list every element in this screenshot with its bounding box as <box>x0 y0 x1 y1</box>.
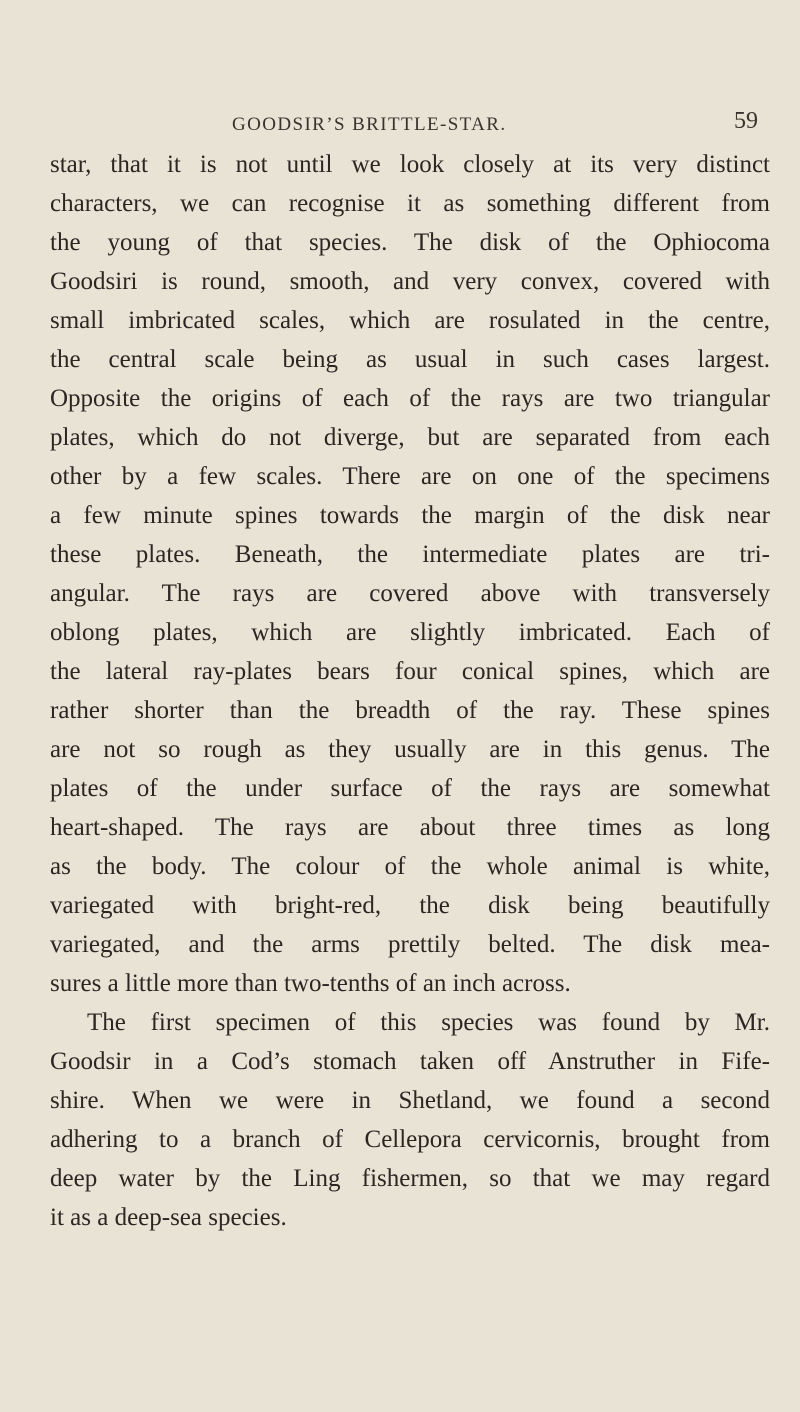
body-text <box>50 145 770 1237</box>
text-line: as the body. The colour of the whole animal is white, <box>50 853 770 880</box>
text-line: The first specimen of this species was found by Mr. <box>87 1009 770 1036</box>
page-number: 59 <box>734 108 758 134</box>
text-line: heart-shaped. The rays are about three times as long <box>50 814 770 841</box>
text-line: the young of that species. The disk of the Ophiocoma <box>50 229 770 256</box>
text-line: shire. When we were in Shetland, we found a second <box>50 1087 770 1114</box>
text-line: characters, we can recognise it as something different from <box>50 190 770 217</box>
text-line: Goodsir in a Cod’s stomach taken off Anstruther in Fife- <box>50 1048 770 1075</box>
text-line: plates, which do not diverge, but are separated from each <box>50 424 770 451</box>
text-line: adhering to a branch of Cellepora cervicornis, brought from <box>50 1126 770 1153</box>
text-line: these plates. Beneath, the intermediate plates are tri- <box>50 541 770 568</box>
text-line: Goodsiri is round, smooth, and very convex, covered with <box>50 268 770 295</box>
text-line: oblong plates, which are slightly imbricated. Each of <box>50 619 770 646</box>
text-line: variegated with bright-red, the disk being beautifully <box>50 892 770 919</box>
text-line: other by a few scales. There are on one of the specimens <box>50 463 770 490</box>
text-line: deep water by the Ling fishermen, so that we may regard <box>50 1165 770 1192</box>
text-line: small imbricated scales, which are rosulated in the centre, <box>50 307 770 334</box>
text-line: star, that it is not until we look closely at its very distinct <box>50 151 770 178</box>
text-line: it as a deep-sea species. <box>50 1204 287 1231</box>
running-title: GOODSIR’S BRITTLE-STAR. <box>232 114 507 135</box>
text-line: sures a little more than two-tenths of an inch across. <box>50 970 571 997</box>
text-line: angular. The rays are covered above with transversely <box>50 580 770 607</box>
text-line: the central scale being as usual in such cases largest. <box>50 346 770 373</box>
text-line: plates of the under surface of the rays are somewhat <box>50 775 770 802</box>
text-line: rather shorter than the breadth of the ray. These spines <box>50 697 770 724</box>
text-line: a few minute spines towards the margin of the disk near <box>50 502 770 529</box>
text-line: are not so rough as they usually are in this genus. The <box>50 736 770 763</box>
text-line: Opposite the origins of each of the rays are two triangular <box>50 385 770 412</box>
text-line: the lateral ray-plates bears four conical spines, which are <box>50 658 770 685</box>
text-line: variegated, and the arms prettily belted. The disk mea- <box>50 931 770 958</box>
